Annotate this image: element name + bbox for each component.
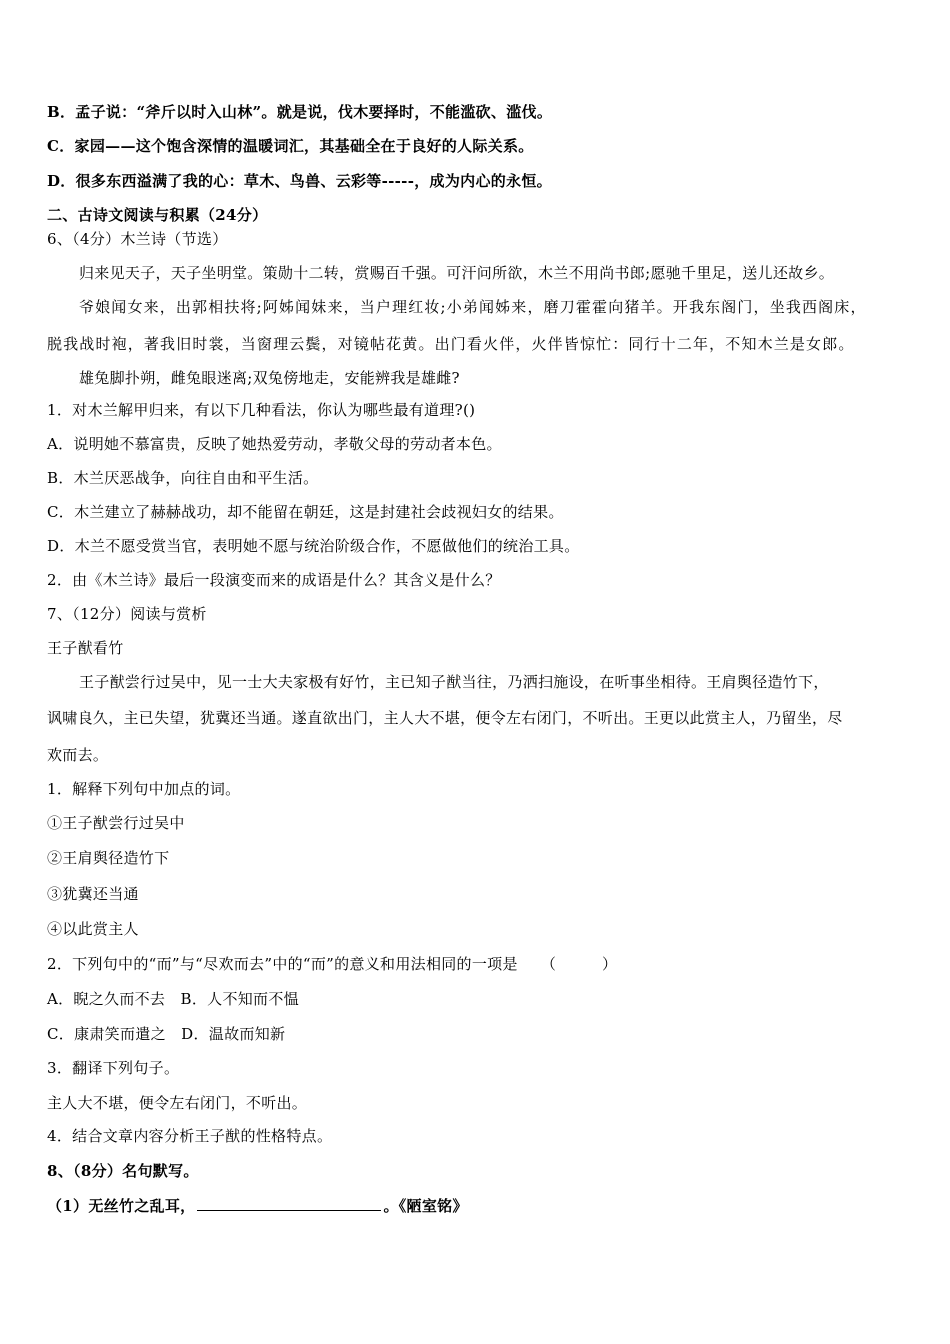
- q7-word-2: ②王肩舆径造竹下: [47, 849, 170, 867]
- q8-item-1-end: 。《陋室铭》: [383, 1197, 468, 1215]
- question-8-title: 8、（8分）名句默写。: [47, 1162, 199, 1180]
- poem-paragraph-3: 雄兔脚扑朔，雌兔眼迷离;双兔傍地走，安能辨我是雄雌?: [79, 369, 460, 387]
- q6-option-b: B．木兰厌恶战争，向往自由和平生活。: [47, 469, 319, 487]
- q7-translate-sentence: 主人大不堪，便令左右闭门，不听出。: [47, 1094, 308, 1112]
- answer-blank[interactable]: [197, 1195, 381, 1211]
- q7-options-cd: C．康肃笑而遣之 D．温故而知新: [47, 1025, 286, 1043]
- question-7-title: 7、（12分）阅读与赏析: [47, 605, 207, 623]
- q8-item-1-start: （1）无丝竹之乱耳，: [47, 1197, 196, 1215]
- q8-item-1: [47, 1195, 468, 1216]
- passage-title: 王子猷看竹: [47, 639, 124, 657]
- q6-sub1: 1．对木兰解甲归来，有以下几种看法，你认为哪些最有道理?(): [47, 401, 476, 419]
- poem-paragraph-2-line-1: 爷娘闻女来，出郭相扶将;阿姊闻妹来，当户理红妆;小弟闻姊来，磨刀霍霍向猪羊。开我东阁门，坐我西阁床，: [79, 298, 867, 316]
- q7-word-3: ③犹冀还当通: [47, 885, 139, 903]
- q6-option-c: C．木兰建立了赫赫战功，却不能留在朝廷，这是封建社会歧视妇女的结果。: [47, 503, 564, 521]
- option-c-line: C．家园——这个饱含深情的温暖词汇，其基础全在于良好的人际关系。: [47, 137, 534, 155]
- option-b-line: B．孟子说：“斧斤以时入山林”。就是说，伐木要择时，不能滥砍、滥伐。: [47, 103, 553, 121]
- question-6-title: 6、（4分）木兰诗（节选）: [47, 230, 228, 248]
- poem-paragraph-2-line-2: 脱我战时袍，著我旧时裳，当窗理云鬓，对镜帖花黄。出门看火伴，火伴皆惊忙：同行十二年，不知木兰是女郎。: [47, 335, 855, 353]
- q7-sub1: 1．解释下列句中加点的词。: [47, 780, 241, 798]
- poem-paragraph-1: 归来见天子，天子坐明堂。策勋十二转，赏赐百千强。可汗问所欲，木兰不用尚书郎;愿驰千里足，送儿还故乡。: [79, 264, 835, 282]
- q6-option-d: D．木兰不愿受赏当官，表明她不愿与统治阶级合作，不愿做他们的统治工具。: [47, 537, 580, 555]
- passage-line-2: 讽啸良久，主已失望，犹冀还当通。遂直欲出门，主人大不堪，便令左右闭门，不听出。王更以此赏主人，乃留坐，尽: [47, 709, 843, 727]
- q7-word-1: ①王子猷尝行过吴中: [47, 814, 185, 832]
- q7-sub2: 2．下列句中的“而”与“尽欢而去”中的“而”的意义和用法相同的一项是 （ ）: [47, 955, 618, 973]
- q7-word-4: ④以此赏主人: [47, 920, 139, 938]
- q7-sub4: 4．结合文章内容分析王子猷的性格特点。: [47, 1127, 333, 1145]
- section-heading: 二、古诗文阅读与积累（24分）: [47, 206, 268, 224]
- q7-options-ab: A．睨之久而不去 B．人不知而不愠: [47, 990, 299, 1008]
- passage-line-3: 欢而去。: [47, 746, 109, 764]
- q6-sub2: 2．由《木兰诗》最后一段演变而来的成语是什么？其含义是什么？: [47, 571, 501, 589]
- option-d-line: D．很多东西溢满了我的心：草木、鸟兽、云彩等-----，成为内心的永恒。: [47, 172, 552, 190]
- q6-option-a: A．说明她不慕富贵，反映了她热爱劳动，孝敬父母的劳动者本色。: [47, 435, 502, 453]
- passage-line-1: 王子猷尝行过吴中，见一士大夫家极有好竹，主已知子猷当往，乃洒扫施设，在听事坐相待。王肩舆径造竹下，: [79, 673, 829, 691]
- q7-sub3: 3．翻译下列句子。: [47, 1059, 180, 1077]
